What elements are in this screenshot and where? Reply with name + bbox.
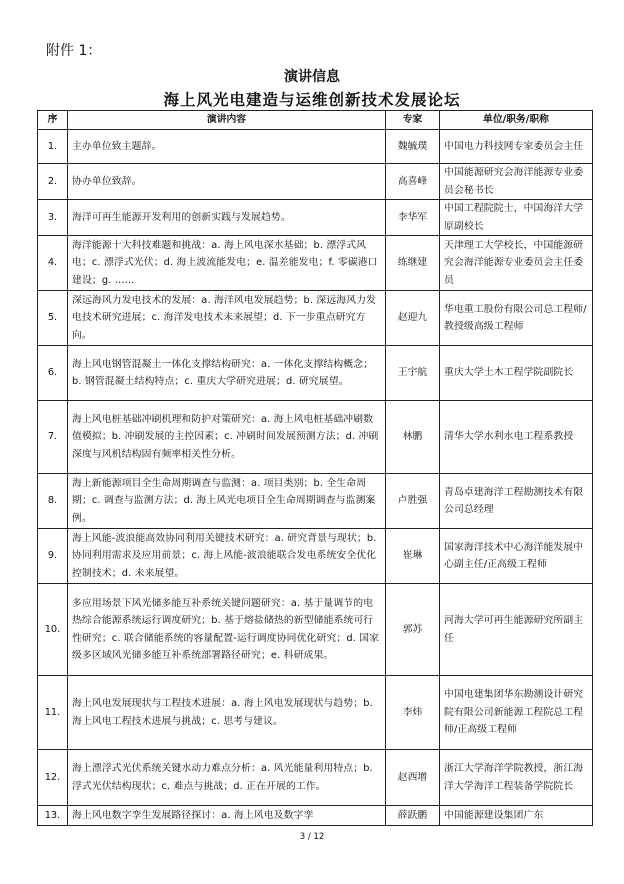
cell-unit: 重庆大学土木工程学院副院长 [440, 346, 593, 401]
cell-no: 4. [38, 236, 68, 291]
cell-no: 13. [38, 806, 68, 826]
header-content: 演讲内容 [68, 111, 386, 130]
cell-unit: 中国电建集团华东勘测设计研究院有限公司新能源工程院总工程师/正高级工程师 [440, 676, 593, 750]
table-row [38, 584, 593, 676]
cell-speaker: 赵西增 [386, 750, 440, 806]
cell-no: 2. [38, 164, 68, 200]
cell-content: 海上风能-波浪能高效协同利用关键技术研究：a. 研究背景与现状；b. 协同利用需求及应用前景；c. 海上风能-波浪能联合发电系统安全优化控制技术；d. 未来展望。 [68, 529, 386, 584]
cell-speaker: 李炜 [386, 676, 440, 750]
cell-no: 9. [38, 529, 68, 584]
cell-no: 6. [38, 346, 68, 401]
cell-no: 12. [38, 750, 68, 806]
agenda-table [37, 110, 593, 826]
cell-speaker: 练继建 [386, 236, 440, 291]
cell-content: 海上新能源项目全生命周期调查与监测：a. 项目类别；b. 全生命周期；c. 调查与监测方法；d. 海上风光电项目全生命周期调查与监测案例。 [68, 474, 386, 529]
cell-content: 主办单位致主题辞。 [68, 130, 386, 164]
cell-unit: 国家海洋技术中心海洋能发展中心副主任/正高级工程师 [440, 529, 593, 584]
cell-speaker: 崔琳 [386, 529, 440, 584]
cell-no: 11. [38, 676, 68, 750]
cell-content: 多应用场景下风光储多能互补系统关键问题研究：a. 基于量调节的电热综合能源系统运行调度研究；b. 基于熔盐储热的新型储能系统可行性研究；c. 联合储能系统的容量配置-运行调度协同优化研究；d. 国家级多区域风光储多能互补系统部署路径研究；e. 科研成果。 [68, 584, 386, 676]
cell-content: 海上风电桩基础冲刷机理和防护对策研究：a. 海上风电桩基础冲刷数值模拟；b. 冲刷发展的主控因素；c. 冲刷时间发展预测方法；d. 冲刷深度与风机结构固有频率相关性分析。 [68, 401, 386, 474]
cell-speaker: 王宇航 [386, 346, 440, 401]
cell-unit: 华电重工股份有限公司总工程师/教授级高级工程师 [440, 291, 593, 346]
cell-content: 海洋可再生能源开发利用的创新实践与发展趋势。 [68, 200, 386, 236]
table-row [38, 529, 593, 584]
cell-content: 协办单位致辞。 [68, 164, 386, 200]
cell-unit: 中国电力科技网专家委员会主任 [440, 130, 593, 164]
cell-unit: 天津理工大学校长，中国能源研究会海洋能源专业委员会主任委员 [440, 236, 593, 291]
cell-content: 海上漂浮式光伏系统关键水动力难点分析：a. 风光能量利用特点；b. 浮式光伏结构现状；c. 难点与挑战；d. 正在开展的工作。 [68, 750, 386, 806]
cell-speaker: 李华军 [386, 200, 440, 236]
table-row [38, 806, 593, 826]
cell-no: 5. [38, 291, 68, 346]
cell-no: 10. [38, 584, 68, 676]
cell-no: 1. [38, 130, 68, 164]
cell-speaker: 魏毓璞 [386, 130, 440, 164]
cell-unit: 浙江大学海洋学院教授，浙江海洋大学海洋工程装备学院院长 [440, 750, 593, 806]
table-row [38, 401, 593, 474]
cell-no: 7. [38, 401, 68, 474]
table-row [38, 236, 593, 291]
header-speaker: 专家 [386, 111, 440, 130]
table-row [38, 474, 593, 529]
cell-no: 8. [38, 474, 68, 529]
document-title: 演讲信息 [284, 69, 340, 85]
table-row [38, 750, 593, 806]
cell-content: 海上风电数字孪生发展路径探讨：a. 海上风电及数字孪 [68, 806, 386, 826]
cell-speaker: 赵迎九 [386, 291, 440, 346]
cell-speaker: 高喜峰 [386, 164, 440, 200]
table-row [38, 676, 593, 750]
cell-unit: 河海大学可再生能源研究所副主任 [440, 584, 593, 676]
forum-title: 海上风光电建造与运维创新技术发展论坛 [163, 91, 461, 109]
cell-unit: 中国工程院院士，中国海洋大学原副校长 [440, 200, 593, 236]
cell-no: 3. [38, 200, 68, 236]
cell-unit: 青岛卓建海洋工程勘测技术有限公司总经理 [440, 474, 593, 529]
table-row [38, 200, 593, 236]
cell-content: 海洋能源十大科技难题和挑战：a. 海上风电深水基础；b. 漂浮式风电；c. 漂浮式光伏；d. 海上波流能发电；e. 温差能发电；f. 零碳港口建设；g. …… [68, 236, 386, 291]
table-header-row [38, 111, 593, 130]
cell-unit: 中国能源研究会海洋能源专业委员会秘书长 [440, 164, 593, 200]
cell-unit: 清华大学水利水电工程系教授 [440, 401, 593, 474]
cell-content: 海上风电发展现状与工程技术进展：a. 海上风电发展现状与趋势；b. 海上风电工程技术进展与挑战；c. 思考与建议。 [68, 676, 386, 750]
table-row [38, 291, 593, 346]
table-row [38, 130, 593, 164]
cell-speaker: 卢胜强 [386, 474, 440, 529]
cell-speaker: 薛跃鹏 [386, 806, 440, 826]
annex-label: 附件 1： [46, 43, 102, 59]
table-row [38, 346, 593, 401]
table-row [38, 164, 593, 200]
header-unit: 单位/职务/职称 [440, 111, 593, 130]
cell-content: 深远海风力发电技术的发展：a. 海洋风电发展趋势；b. 深远海风力发电技术研究进展；c. 海洋发电技术未来展望；d. 下一步重点研究方向。 [68, 291, 386, 346]
header-no: 序 [38, 111, 68, 130]
cell-content: 海上风电钢管混凝土一体化支撑结构研究：a. 一体化支撑结构概念；b. 钢管混凝土结构特点；c. 重庆大学研究进展；d. 研究展望。 [68, 346, 386, 401]
cell-unit: 中国能源建设集团广东 [440, 806, 593, 826]
table-body [38, 130, 593, 826]
page-indicator: 3 / 12 [299, 832, 325, 842]
cell-speaker: 林鹏 [386, 401, 440, 474]
cell-speaker: 郭苏 [386, 584, 440, 676]
